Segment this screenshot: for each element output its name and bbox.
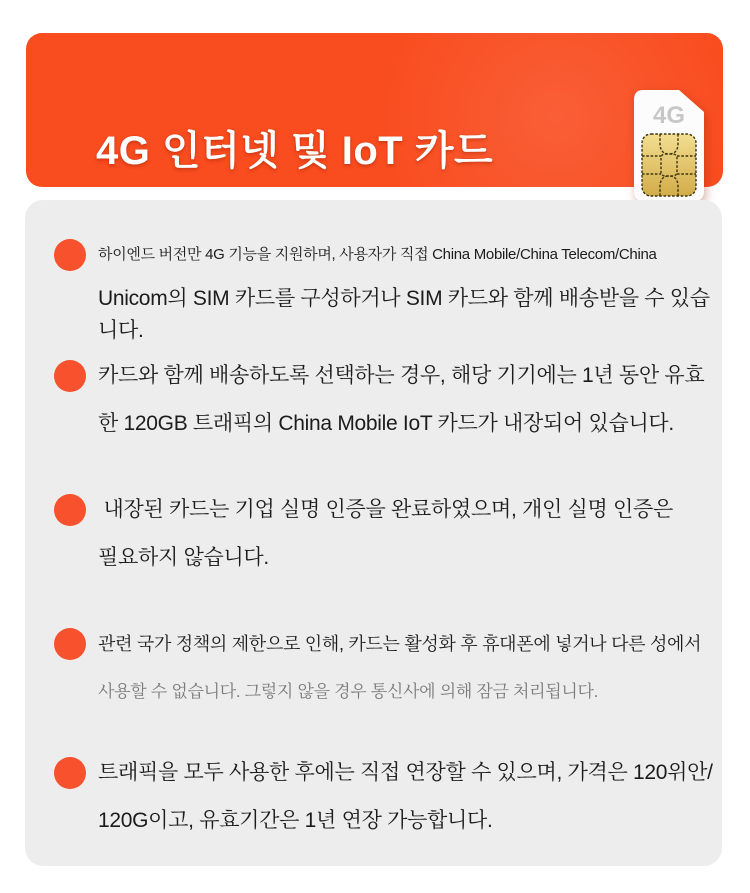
bullet-icon <box>54 360 86 392</box>
benefit-line: 하이엔드 버전만 4G 기능을 지원하며, 사용자가 직접 China Mobile/China Telecom/China <box>98 246 657 263</box>
bullet-icon <box>54 757 86 789</box>
header-banner <box>26 33 723 187</box>
benefit-item-real-name <box>54 494 714 574</box>
benefit-line: 트래픽을 모두 사용한 후에는 직접 연장할 수 있으며, 가격은 120위안/ <box>98 761 713 784</box>
benefit-item-sim-config <box>54 239 714 347</box>
sim-4g-label: 4G <box>652 102 686 129</box>
sim-chip-icon <box>642 134 696 196</box>
bullet-icon <box>54 494 86 526</box>
bullet-icon <box>54 239 86 271</box>
benefit-line: 120G이고, 유효기간은 1년 연장 가능합니다. <box>98 809 493 832</box>
benefit-line: Unicom의 SIM 카드를 구성하거나 SIM 카드와 함께 배송받을 수 있습니다. <box>98 287 710 342</box>
benefit-item-included-card <box>54 360 714 440</box>
page-title: 4G 인터넷 및 IoT 카드 <box>96 129 494 173</box>
benefit-line: 한 120GB 트래픽의 China Mobile IoT 카드가 내장되어 있습니다. <box>98 412 674 435</box>
benefit-line: 카드와 함께 배송하도록 선택하는 경우, 해당 기기에는 1년 동안 유효 <box>98 364 705 387</box>
benefit-line: 사용할 수 없습니다. 그렇지 않을 경우 통신사에 의해 잠금 처리됩니다. <box>98 682 599 701</box>
benefit-line: 내장된 카드는 기업 실명 인증을 완료하였으며, 개인 실명 인증은 <box>98 498 673 521</box>
benefit-line: 필요하지 않습니다. <box>98 546 269 569</box>
bullet-icon <box>54 628 86 660</box>
sim-card-icon <box>633 89 705 202</box>
benefit-line: 관련 국가 정책의 제한으로 인해, 카드는 활성화 후 휴대폰에 넣거나 다른 성에서 <box>98 634 702 654</box>
benefit-item-renewal <box>54 757 714 837</box>
benefit-item-policy-restriction <box>54 628 714 708</box>
